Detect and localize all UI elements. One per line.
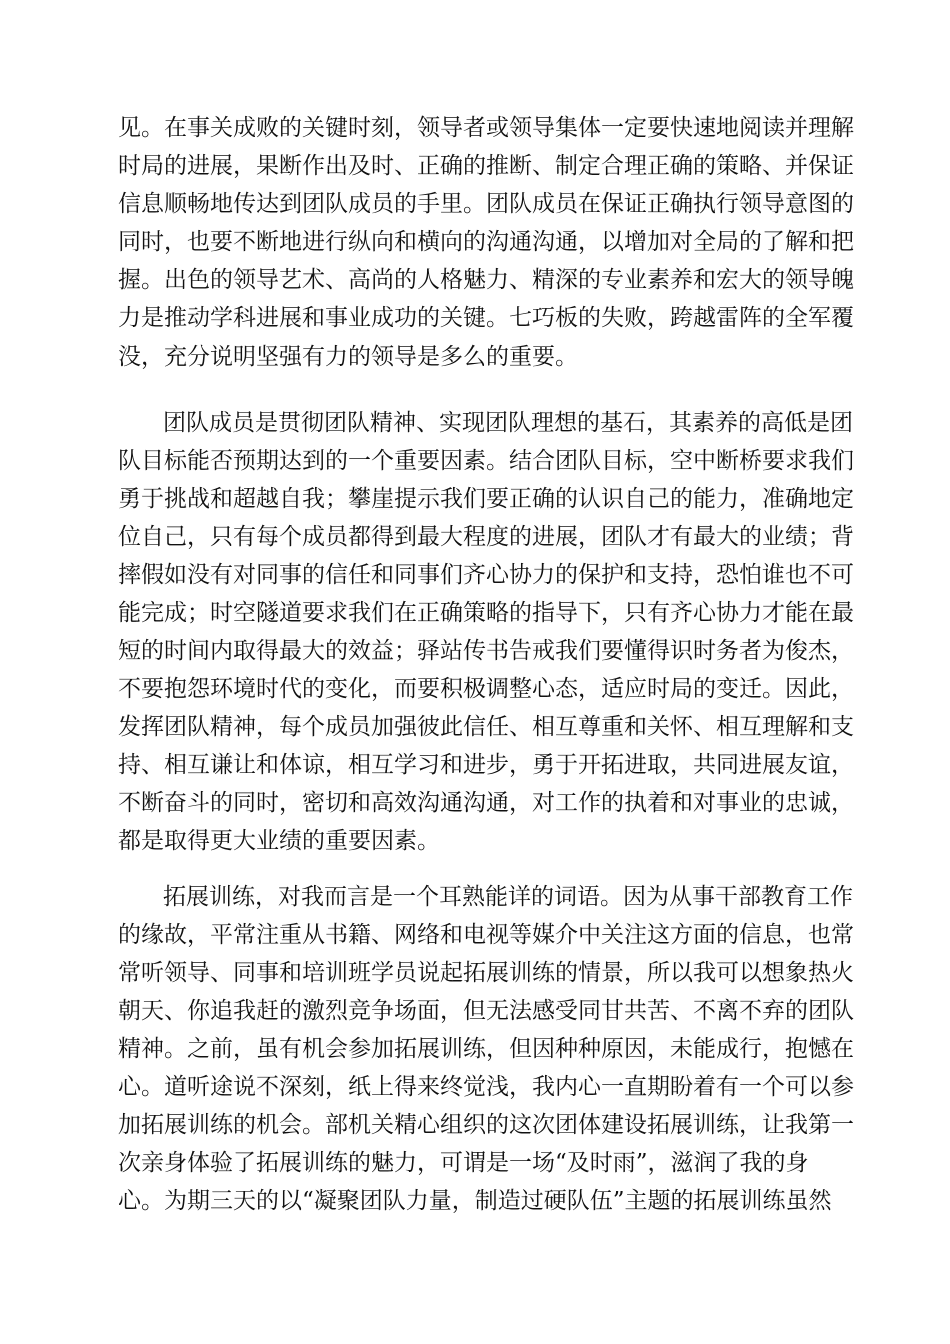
text-line: 持、相互谦让和体谅，相互学习和进步，勇于开拓进取，共同进展友谊， <box>118 752 854 778</box>
text-line: 勇于挑战和超越自我；攀崖提示我们要正确的认识自己的能力，准确地定 <box>118 486 854 512</box>
text-line: 心。道听途说不深刻，纸上得来终觉浅，我内心一直期盼着有一个可以参 <box>118 1074 854 1100</box>
text-line: 同时，也要不断地进行纵向和横向的沟通沟通，以增加对全局的了解和把 <box>118 229 854 255</box>
text-line: 能完成；时空隧道要求我们在正确策略的指导下，只有齐心协力才能在最 <box>118 600 854 626</box>
text-line: 摔假如没有对同事的信任和同事们齐心协力的保护和支持，恐怕谁也不可 <box>118 562 854 588</box>
text-line: 位自己，只有每个成员都得到最大程度的进展，团队才有最大的业绩；背 <box>118 524 854 550</box>
text-line: 朝天、你追我赶的激烈竞争场面，但无法感受同甘共苦、不离不弃的团队 <box>118 998 854 1024</box>
text-line: 都是取得更大业绩的重要因素。 <box>118 828 440 854</box>
text-line: 握。出色的领导艺术、高尚的人格魅力、精深的专业素养和宏大的领导魄 <box>118 267 854 293</box>
text-line: 的缘故，平常注重从书籍、网络和电视等媒介中关注这方面的信息，也常 <box>118 922 854 948</box>
text-line: 信息顺畅地传达到团队成员的手里。团队成员在保证正确执行领导意图的 <box>118 191 854 217</box>
paragraph-first-line: 拓展训练，对我而言是一个耳熟能详的词语。因为从事干部教育工作 <box>163 884 853 910</box>
text-line: 常听领导、同事和培训班学员说起拓展训练的情景，所以我可以想象热火 <box>118 960 854 986</box>
text-line: 次亲身体验了拓展训练的魅力，可谓是一场“及时雨”，滋润了我的身 <box>118 1150 809 1176</box>
text-line: 发挥团队精神，每个成员加强彼此信任、相互尊重和关怀、相互理解和支 <box>118 714 854 740</box>
text-line: 不断奋斗的同时，密切和高效沟通沟通，对工作的执着和对事业的忠诚， <box>118 790 854 816</box>
text-line: 不要抱怨环境时代的变化，而要积极调整心态，适应时局的变迁。因此， <box>118 676 854 702</box>
text-line: 心。为期三天的以“凝聚团队力量，制造过硬队伍”主题的拓展训练虽然 <box>118 1188 832 1214</box>
text-line: 见。在事关成败的关键时刻，领导者或领导集体一定要快速地阅读并理解 <box>118 115 854 141</box>
text-line: 队目标能否预期达到的一个重要因素。结合团队目标，空中断桥要求我们 <box>118 448 854 474</box>
text-line: 力是推动学科进展和事业成功的关键。七巧板的失败，跨越雷阵的全军覆 <box>118 305 854 331</box>
paragraph-first-line: 团队成员是贯彻团队精神、实现团队理想的基石，其素养的高低是团 <box>163 410 853 436</box>
text-line: 短的时间内取得最大的效益；驿站传书告戒我们要懂得识时务者为俊杰， <box>118 638 854 664</box>
text-line: 时局的进展，果断作出及时、正确的推断、制定合理正确的策略、并保证 <box>118 153 854 179</box>
text-line: 精神。之前，虽有机会参加拓展训练，但因种种原因，未能成行，抱憾在 <box>118 1036 854 1062</box>
text-line: 加拓展训练的机会。部机关精心组织的这次团体建设拓展训练，让我第一 <box>118 1112 854 1138</box>
text-line: 没，充分说明坚强有力的领导是多么的重要。 <box>118 344 578 370</box>
